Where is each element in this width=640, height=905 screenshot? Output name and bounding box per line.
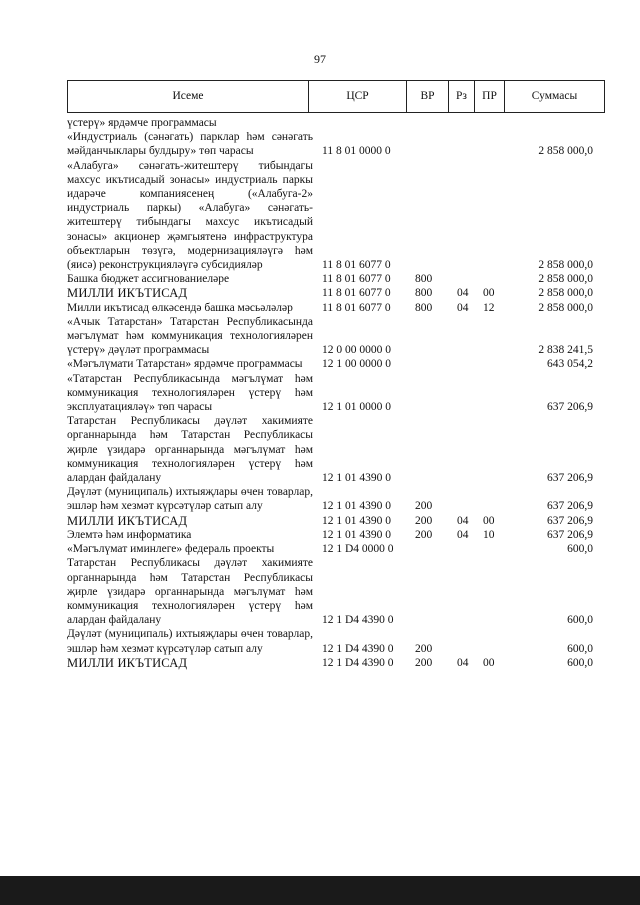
row-sum: 600,0 [567, 642, 593, 655]
row-csr: 12 1 01 4390 0 [322, 500, 391, 513]
row-vr: 200 [415, 642, 433, 655]
row-csr: 11 8 01 0000 0 [322, 145, 391, 158]
row-csr: 12 1 01 4390 0 [322, 472, 391, 485]
scan-edge-bar [0, 876, 640, 905]
table-row [67, 514, 607, 528]
row-name: Элемтә һәм информатика [67, 528, 192, 541]
row-pr: 00 [483, 514, 495, 527]
row-sum: 2 858 000,0 [538, 259, 593, 272]
table-row [67, 286, 607, 300]
row-vr: 800 [415, 273, 433, 286]
row-csr: 12 1 00 0000 0 [322, 358, 391, 371]
row-vr: 200 [415, 528, 433, 541]
row-pr: 00 [483, 287, 495, 300]
page-number: 97 [314, 52, 326, 66]
row-rz: 04 [457, 514, 469, 527]
table-row [67, 301, 607, 315]
row-rz: 04 [457, 287, 469, 300]
row-name: МИЛЛИ ИКЪТИСАД [67, 655, 188, 670]
row-csr: 12 1 01 4390 0 [322, 514, 391, 527]
row-name: МИЛЛИ ИКЪТИСАД [67, 286, 188, 301]
row-sum: 600,0 [567, 656, 593, 669]
row-csr: 11 8 01 6077 0 [322, 273, 391, 286]
row-csr: 12 1 D4 4390 0 [322, 614, 394, 627]
row-csr: 11 8 01 6077 0 [322, 301, 391, 314]
table-row [67, 656, 607, 670]
row-csr: 11 8 01 6077 0 [322, 287, 391, 300]
row-vr: 200 [415, 500, 433, 513]
row-sum: 643 054,2 [547, 358, 593, 371]
row-rz: 04 [457, 528, 469, 541]
table-row [67, 315, 607, 358]
row-name: «Алабуга» сәнәгать-житештерү тибындагы махсус икътисадый зонасы» индустриаль паркы идарәче компаниясенең («Алабуга-2» индустриаль паркы) «Алабуга» сәнәгать-житештерү тибындагы махсус икътисадый зонасы» акционер җәмгыятенә инфраструктура объектларын төзүгә, модернизацияләүгә һәм (яисә) реконструкцияләүгә субсидияләр [67, 159, 313, 272]
row-name: Татарстан Республикасы дәүләт хакимияте органнарында һәм Татарстан Республикасы җирле үзидарә органнарында мәгълүмат һәм коммуникация технологияләрен үстерү һәм алардан файдалану [67, 415, 313, 485]
row-csr: 11 8 01 6077 0 [322, 259, 391, 272]
row-pr: 00 [483, 656, 495, 669]
table-row [67, 272, 607, 286]
row-csr: 12 1 D4 4390 0 [322, 656, 394, 669]
row-csr: 12 0 00 0000 0 [322, 344, 391, 357]
row-sum: 637 206,9 [547, 500, 593, 513]
row-name: Татарстан Республикасы дәүләт хакимияте органнарында һәм Татарстан Республикасы җирле үзидарә органнарында мәгълүмат һәм коммуникация технологияләрен үстерү һәм алардан файдалану [67, 557, 313, 627]
row-sum: 600,0 [567, 614, 593, 627]
table-row [67, 130, 607, 158]
row-vr: 800 [415, 287, 433, 300]
row-sum: 637 206,9 [547, 528, 593, 541]
row-name: «Мәгълүмати Татарстан» ярдәмче программасы [67, 358, 303, 371]
table-row [67, 485, 607, 513]
row-sum: 637 206,9 [547, 472, 593, 485]
row-sum: 2 838 241,5 [538, 344, 593, 357]
column-header-pr: ПР [475, 81, 505, 112]
table-row [67, 556, 607, 627]
row-csr: 12 1 01 4390 0 [322, 528, 391, 541]
row-pr: 12 [483, 301, 495, 314]
row-sum: 637 206,9 [547, 401, 593, 414]
budget-table-body [67, 116, 607, 670]
row-csr: 12 1 D4 4390 0 [322, 642, 394, 655]
table-row [67, 159, 607, 273]
row-vr: 800 [415, 301, 433, 314]
row-name: Башка бюджет ассигнованиеләре [67, 273, 230, 286]
row-sum: 637 206,9 [547, 514, 593, 527]
column-header-vr: ВР [407, 81, 449, 112]
row-sum: 2 858 000,0 [538, 145, 593, 158]
row-vr: 200 [415, 656, 433, 669]
row-rz: 04 [457, 301, 469, 314]
row-name: үстерү» ярдәмче программасы [67, 117, 217, 129]
row-name: Милли икътисад өлкәсендә башка мәсьәләләр [67, 301, 293, 314]
table-row [67, 414, 607, 485]
row-csr: 12 1 D4 0000 0 [322, 543, 394, 556]
row-name: «Мәгълүмат иминлеге» федераль проекты [67, 543, 275, 556]
table-row [67, 627, 607, 655]
row-vr: 200 [415, 514, 433, 527]
row-csr: 12 1 01 0000 0 [322, 401, 391, 414]
row-pr: 10 [483, 528, 495, 541]
table-header [67, 80, 605, 113]
table-row [67, 116, 607, 130]
column-header-sum: Суммасы [531, 90, 578, 102]
row-name: МИЛЛИ ИКЪТИСАД [67, 513, 188, 528]
row-rz: 04 [457, 656, 469, 669]
row-name: Дәүләт (муниципаль) ихтыяҗлары өчен товарлар, эшләр һәм хезмәт күрсәтүләр сатып алу [67, 486, 313, 513]
column-header-rz: Рз [449, 81, 475, 112]
column-header-name: Исеме [68, 81, 309, 112]
column-header-csr: ЦСР [309, 81, 407, 112]
row-sum: 2 858 000,0 [538, 287, 593, 300]
row-name: «Индустриаль (сәнәгать) парклар һәм сәнәгать мәйданчыклары булдыру» төп чарасы [67, 131, 313, 158]
table-row [67, 372, 607, 415]
table-row [67, 528, 607, 542]
table-row [67, 542, 607, 556]
row-sum: 2 858 000,0 [538, 301, 593, 314]
row-name: «Татарстан Республикасында мәгълүмат һәм коммуникация технологияләрен үстерү һәм эксплуатацияләү» төп чарасы [67, 372, 313, 414]
row-name: Дәүләт (муниципаль) ихтыяҗлары өчен товарлар, эшләр һәм хезмәт күрсәтүләр сатып алу [67, 628, 313, 655]
table-row [67, 357, 607, 371]
row-sum: 600,0 [567, 543, 593, 556]
row-sum: 2 858 000,0 [538, 273, 593, 286]
row-name: «Ачык Татарстан» Татарстан Республикасында мәгълүмат һәм коммуникация технологияләрен үстерү» дәүләт программасы [67, 315, 313, 357]
